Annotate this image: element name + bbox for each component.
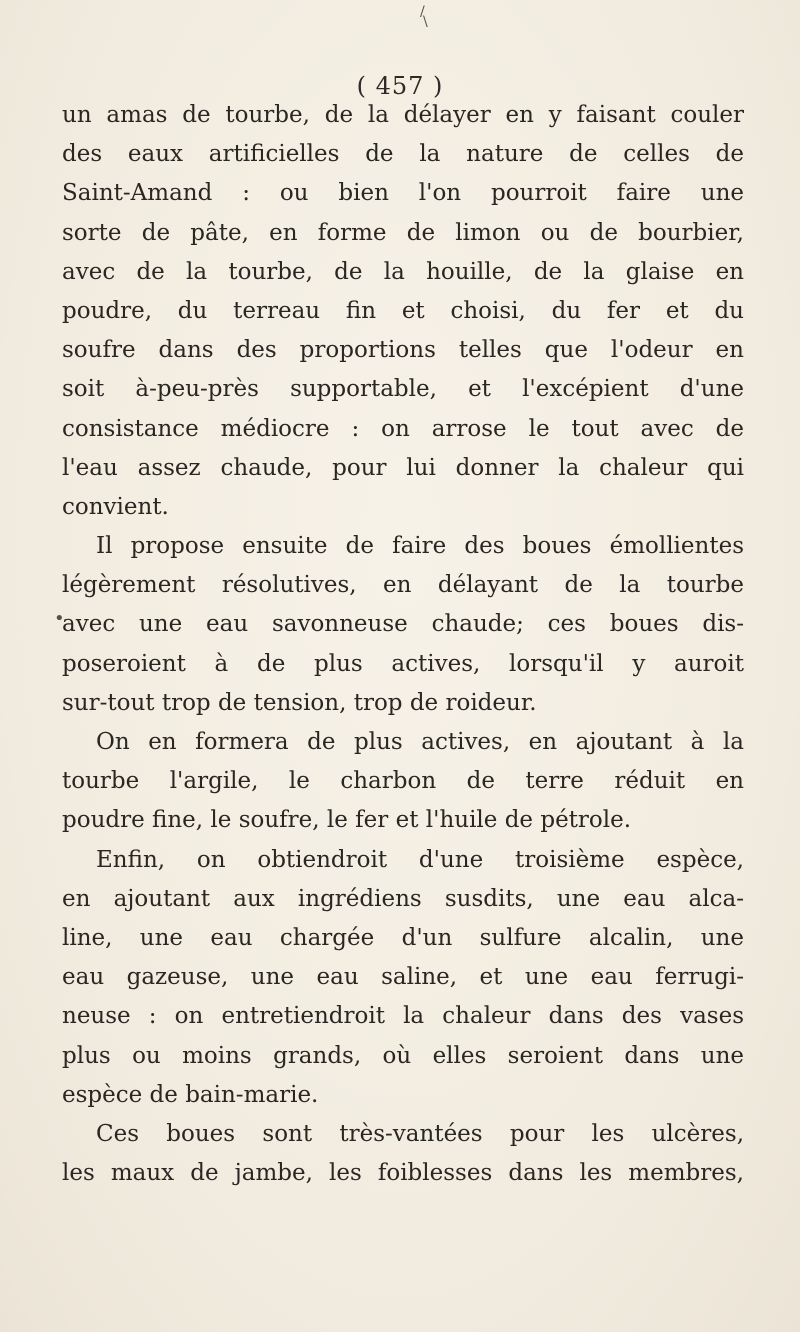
paragraph <box>62 841 744 1115</box>
text-line: les maux de jambe, les foiblesses dans les membres, <box>62 1160 744 1187</box>
text-line: consistance médiocre : on arrose le tout avec de <box>62 415 744 442</box>
paragraph <box>62 1115 744 1193</box>
text-line: en ajoutant aux ingrédiens susdits, une eau alca- <box>62 885 744 912</box>
text-line: légèrement résolutives, en délayant de la tourbe <box>62 572 744 599</box>
text-line: eau gazeuse, une eau saline, et une eau ferrugi- <box>62 964 744 991</box>
ink-speck-mark: \ <box>423 14 428 30</box>
text-line: Il propose ensuite de faire des boues émollientes <box>96 533 744 560</box>
text-line: convient. <box>62 493 169 520</box>
paragraph <box>62 96 744 527</box>
ink-speck-mark: / <box>420 4 425 20</box>
paragraph <box>62 527 744 723</box>
text-line: neuse : on entretiendroit la chaleur dans des vases <box>62 1003 744 1030</box>
text-line: line, une eau chargée d'un sulfure alcalin, une <box>62 924 744 951</box>
text-line: avec une eau savonneuse chaude; ces boues dis- <box>62 611 744 638</box>
text-line: poudre, du terreau fin et choisi, du fer et du <box>62 297 744 324</box>
text-line: l'eau assez chaude, pour lui donner la chaleur qui <box>62 454 744 481</box>
page-number: ( 457 ) <box>356 72 444 100</box>
margin-dot-mark: • <box>54 608 65 629</box>
text-line: espèce de bain-marie. <box>62 1081 319 1108</box>
text-line: un amas de tourbe, de la délayer en y faisant couler <box>62 102 744 128</box>
text-line: Enfin, on obtiendroit d'une troisième espèce, <box>96 846 744 873</box>
text-line: sur-tout trop de tension, trop de roideur. <box>62 689 537 716</box>
text-line: poseroient à de plus actives, lorsqu'il y auroit <box>62 650 744 677</box>
text-line: soufre dans des proportions telles que l'odeur en <box>62 337 744 364</box>
text-line: tourbe l'argile, le charbon de terre réduit en <box>62 768 744 795</box>
text-line: soit à-peu-près supportable, et l'excépient d'une <box>62 376 744 403</box>
text-line: Ces boues sont très-vantées pour les ulcères, <box>96 1120 744 1147</box>
text-line: sorte de pâte, en forme de limon ou de bourbier, <box>62 219 744 246</box>
text-line: avec de la tourbe, de la houille, de la glaise en <box>62 258 744 285</box>
text-line: poudre fine, le soufre, le fer et l'huile de pétrole. <box>62 807 632 834</box>
text-line: des eaux artificielles de la nature de celles de <box>62 141 744 168</box>
paragraph <box>62 723 744 841</box>
body-text <box>62 96 744 1193</box>
text-line: On en formera de plus actives, en ajoutant à la <box>96 729 744 755</box>
text-line: plus ou moins grands, où elles seroient dans une <box>62 1042 744 1069</box>
text-line: Saint-Amand : ou bien l'on pourroit faire une <box>62 180 744 207</box>
